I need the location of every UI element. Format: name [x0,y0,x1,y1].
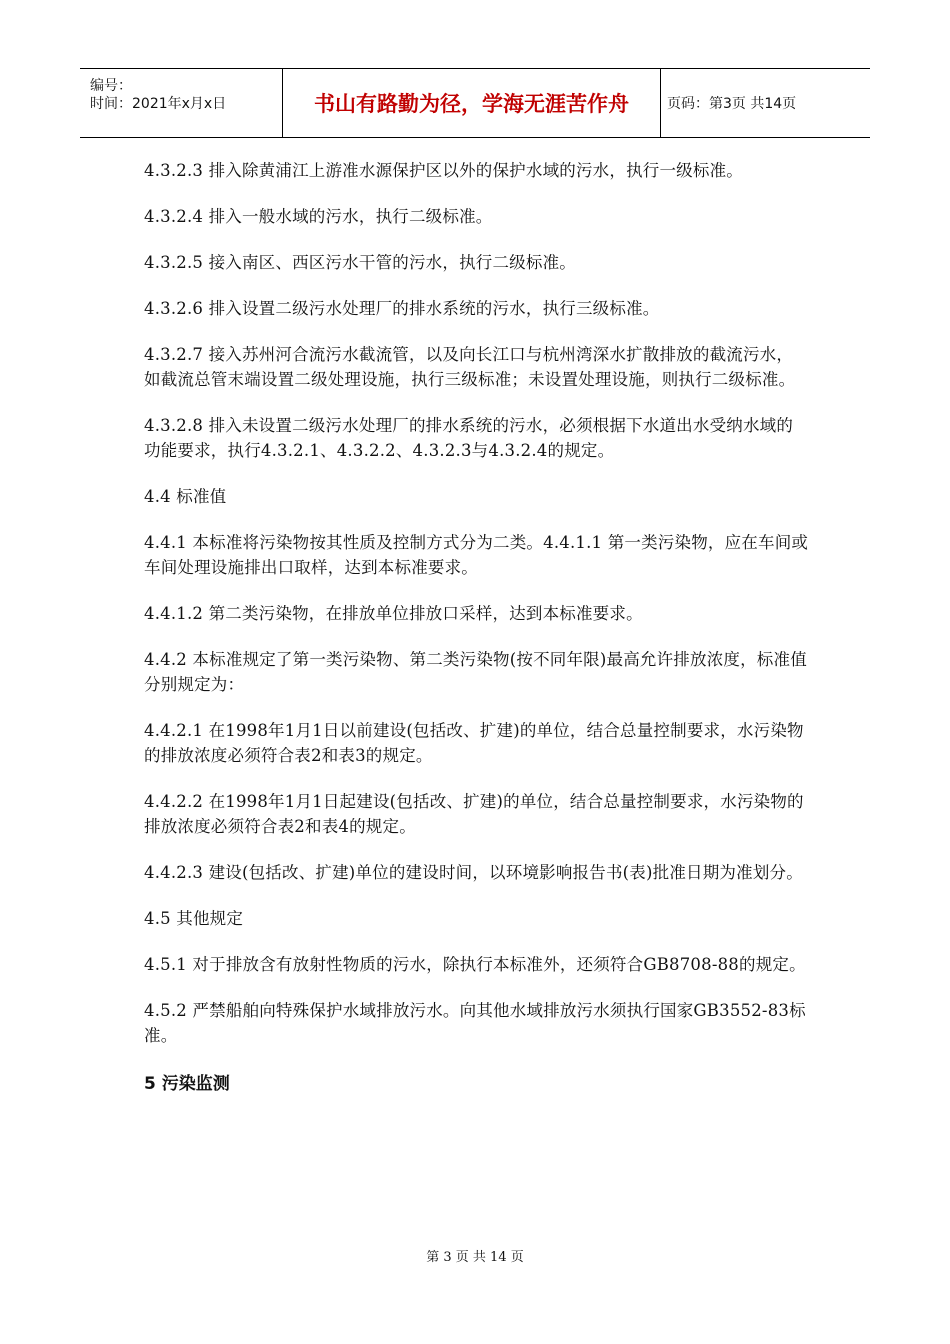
paragraph: 4.3.2.6 排入设置二级污水处理厂的排水系统的污水，执行三级标准。 [144,299,660,318]
paragraph: 4.4.2 本标准规定了第一类污染物、第二类污染物(按不同年限)最高允许排放浓度，标准值分别规定为： [144,650,807,694]
paragraph: 4.3.2.7 接入苏州河合流污水截流管，以及向长江口与杭州湾深水扩散排放的截流污水，如截流总管末端设置二级处理设施，执行三级标准；未设置处理设施，则执行二级标准。 [144,345,796,389]
paragraph: 4.4.2.3 建设(包括改、扩建)单位的建设时间，以环境影响报告书(表)批准日期为准划分。 [144,863,803,882]
header-meta [80,69,283,137]
paragraph: 4.4.1.2 第二类污染物，在排放单位排放口采样，达到本标准要求。 [144,604,643,623]
subsection-title: 4.5 其他规定 [144,909,244,928]
time-label: 时间：2021年x月x日 [90,96,227,112]
paragraph: 4.4.2.2 在1998年1月1日起建设(包括改、扩建)的单位，结合总量控制要求，水污染物的排放浓度必须符合表2和表4的规定。 [144,792,804,836]
header-motto: 书山有路勤为径，学海无涯苦作舟 [283,69,661,137]
paragraph: 4.4.2.1 在1998年1月1日以前建设(包括改、扩建)的单位，结合总量控制要求，水污染物的排放浓度必须符合表2和表3的规定。 [144,721,804,765]
header-page-info: 页码：第3页 共14页 [667,96,797,112]
paragraph: 4.5.1 对于排放含有放射性物质的污水，除执行本标准外，还须符合GB8708-88的规定。 [144,955,806,974]
page-header [80,68,870,138]
paragraph: 4.5.2 严禁船舶向特殊保护水域排放污水。向其他水域排放污水须执行国家GB3552-83标准。 [144,1001,806,1045]
paragraph: 4.3.2.4 排入一般水域的污水，执行二级标准。 [144,207,493,226]
page-footer: 第 3 页 共 14 页 [426,1250,524,1265]
subsection-title: 4.4 标准值 [144,487,227,506]
paragraph: 4.3.2.8 排入未设置二级污水处理厂的排水系统的污水，必须根据下水道出水受纳水域的功能要求，执行4.3.2.1、4.3.2.2、4.3.2.3与4.3.2.4的规定。 [144,416,794,460]
document-body [144,158,809,1094]
code-label: 编号： [90,78,132,94]
paragraph: 4.3.2.5 接入南区、西区污水干管的污水，执行二级标准。 [144,253,576,272]
section-heading: 5 污染监测 [144,1074,230,1094]
paragraph: 4.4.1 本标准将污染物按其性质及控制方式分为二类。4.4.1.1 第一类污染物，应在车间或车间处理设施排出口取样，达到本标准要求。 [144,533,809,577]
paragraph: 4.3.2.3 排入除黄浦江上游准水源保护区以外的保护水域的污水，执行一级标准。 [144,161,743,180]
